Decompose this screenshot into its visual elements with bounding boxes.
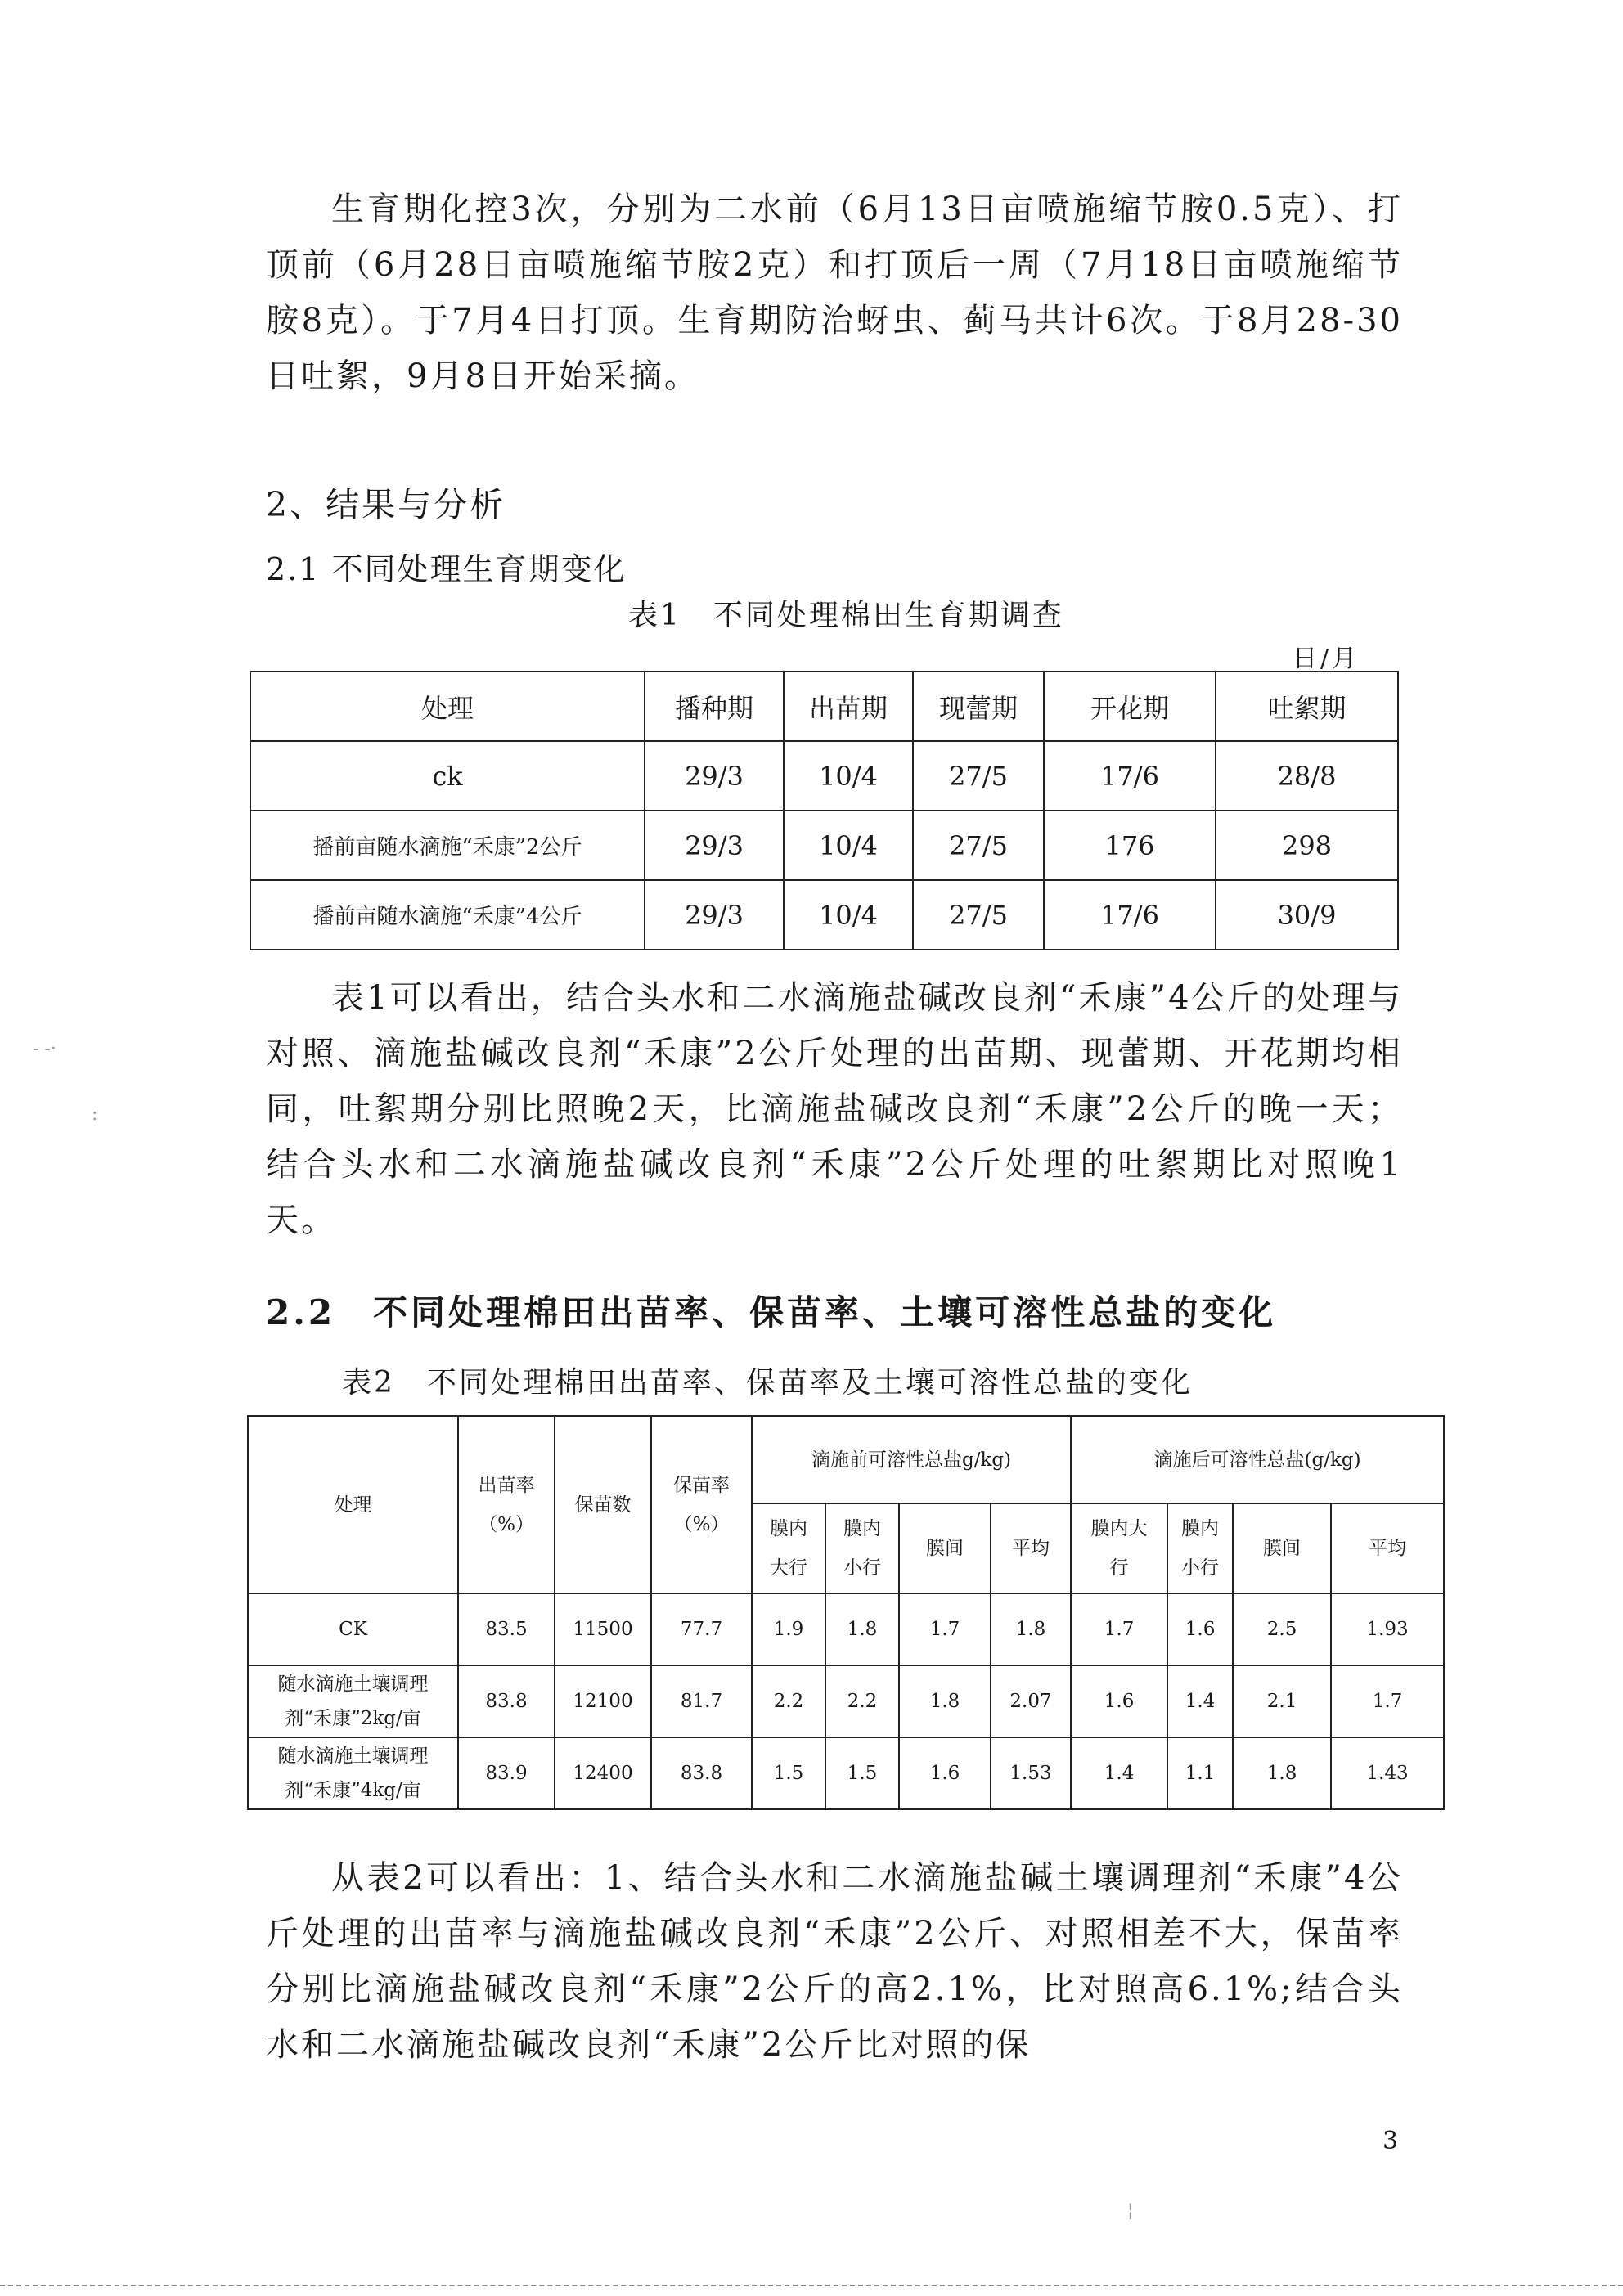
table-cell: 1.8 (1233, 1737, 1331, 1809)
table-header-cell (651, 1416, 752, 1593)
table-cell: 2.1 (1233, 1665, 1331, 1737)
table-cell: 2.5 (1233, 1593, 1331, 1665)
table-row (250, 741, 1398, 811)
table-cell: 176 (1044, 811, 1216, 880)
table-cell: 1.6 (1071, 1665, 1167, 1737)
table-header-cell: 播种期 (645, 672, 784, 741)
row-label-cell (248, 1665, 458, 1737)
table-header-cell: 出苗期 (784, 672, 913, 741)
table-cell: 17/6 (1044, 880, 1216, 950)
table-cell: 1.1 (1167, 1737, 1233, 1809)
table-cell: 1.7 (1071, 1593, 1167, 1665)
table-cell: 1.7 (899, 1593, 991, 1665)
table-cell: 1.6 (1167, 1593, 1233, 1665)
header-line: 大行 (770, 1557, 807, 1579)
table-cell: 1.43 (1331, 1737, 1444, 1809)
row-label-cell (248, 1593, 458, 1665)
row-label-line: 剂“禾康”2kg/亩 (285, 1708, 421, 1729)
table-cell: 12100 (555, 1665, 651, 1737)
row-label-line: 随水滴施土壤调理 (277, 1746, 429, 1767)
table-cell: 83.5 (458, 1593, 555, 1665)
header-line: 膜内 (1181, 1518, 1220, 1539)
header-line: 小行 (843, 1557, 881, 1579)
table-cell: 28/8 (1216, 741, 1398, 811)
table-cell: 12400 (555, 1737, 651, 1809)
table-cell: 1.4 (1167, 1665, 1233, 1737)
table1-unit: 日/月 (1293, 645, 1360, 673)
header-line: 膜内 (770, 1518, 807, 1539)
growth-period-table (250, 671, 1399, 950)
header-line: 出苗率 (478, 1474, 535, 1496)
table-header-cell (1071, 1503, 1167, 1593)
table-cell: 29/3 (645, 880, 784, 950)
table2-caption: 表2 不同处理棉田出苗率、保苗率及土壤可溶性总盐的变化 (342, 1366, 1193, 1400)
table-cell: 29/3 (645, 811, 784, 880)
table-cell: 83.8 (458, 1665, 555, 1737)
header-line: 小行 (1181, 1557, 1220, 1579)
table-header-cell: 保苗数 (555, 1416, 651, 1593)
table-header-cell: 处理 (248, 1416, 458, 1593)
scan-mark: : (92, 1104, 98, 1125)
table-header-row (248, 1416, 1444, 1503)
page-bottom-rule (0, 2285, 1623, 2286)
table-group-header: 滴施后可溶性总盐(g/kg) (1071, 1416, 1444, 1503)
table-header-cell: 现蕾期 (913, 672, 1044, 741)
table-header-cell: 处理 (250, 672, 645, 741)
table-cell: 1.5 (825, 1737, 899, 1809)
table-cell: 77.7 (651, 1593, 752, 1665)
table-header-cell (752, 1503, 825, 1593)
header-line: 行 (1109, 1557, 1129, 1579)
header-line: （%） (479, 1513, 534, 1535)
table-cell: 10/4 (784, 741, 913, 811)
table-row (248, 1593, 1444, 1665)
table-cell: 1.5 (752, 1737, 825, 1809)
table-cell: 27/5 (913, 741, 1044, 811)
page-number: 3 (1382, 2127, 1399, 2155)
table-cell: 10/4 (784, 880, 913, 950)
table-row (248, 1737, 1444, 1809)
table-cell: 播前亩随水滴施“禾康”2公斤 (250, 811, 645, 880)
table-cell: ck (250, 741, 645, 811)
salt-content-table (247, 1415, 1445, 1810)
body-paragraph-3: 从表2可以看出：1、结合头水和二水滴施盐碱土壤调理剂“禾康”4公斤处理的出苗率与滴施盐碱改良剂“禾康”2公斤、对照相差不大，保苗率分别比滴施盐碱改良剂“禾康”2公斤的高2.1%，比对照高6.1%;结合头水和二水滴施盐碱改良剂“禾康”2公斤比对照的保 (266, 1859, 1403, 2064)
table-cell: 2.2 (825, 1665, 899, 1737)
table-cell: 1.4 (1071, 1737, 1167, 1809)
table-header-cell: 膜间 (1233, 1503, 1331, 1593)
table-cell: 1.53 (991, 1737, 1071, 1809)
body-paragraph-2: 表1可以看出，结合头水和二水滴施盐碱改良剂“禾康”4公斤的处理与对照、滴施盐碱改良剂“禾康”2公斤处理的出苗期、现蕾期、开花期均相同，吐絮期分别比照晚2天，比滴施盐碱改良剂“禾康”2公斤的晚一天；结合头水和二水滴施盐碱改良剂“禾康”2公斤处理的吐絮期比对照晚1天。 (266, 979, 1403, 1239)
header-line: 膜内大 (1090, 1518, 1148, 1539)
row-label-line: 随水滴施土壤调理 (277, 1674, 429, 1695)
table-cell: 83.8 (651, 1737, 752, 1809)
table-cell: 1.8 (825, 1593, 899, 1665)
scan-mark: ¦ (1127, 2200, 1134, 2221)
table-header-cell: 膜间 (899, 1503, 991, 1593)
table-cell: 29/3 (645, 741, 784, 811)
table-cell: 1.9 (752, 1593, 825, 1665)
table-cell: 2.2 (752, 1665, 825, 1737)
table-cell: 11500 (555, 1593, 651, 1665)
table-cell: 播前亩随水滴施“禾康”4公斤 (250, 880, 645, 950)
table-header-cell: 平均 (991, 1503, 1071, 1593)
subsection-heading-2-1: 2.1 不同处理生育期变化 (266, 551, 627, 587)
table1-caption: 表1 不同处理棉田生育期调查 (628, 599, 1064, 632)
table-cell: 298 (1216, 811, 1398, 880)
scan-mark: - -· (33, 1039, 56, 1059)
table-cell: 81.7 (651, 1665, 752, 1737)
table-cell: 83.9 (458, 1737, 555, 1809)
table-header-cell (1167, 1503, 1233, 1593)
subsection-heading-2-2: 2.2 不同处理棉田出苗率、保苗率、土壤可溶性总盐的变化 (266, 1292, 1277, 1332)
table-cell: 30/9 (1216, 880, 1398, 950)
table-header-cell: 开花期 (1044, 672, 1216, 741)
table-cell: 27/5 (913, 811, 1044, 880)
table-group-header: 滴施前可溶性总盐g/kg) (752, 1416, 1071, 1503)
table-header-cell (458, 1416, 555, 1593)
table-header-row (250, 672, 1398, 741)
row-label-line: 剂“禾康”4kg/亩 (285, 1780, 421, 1801)
table-header-cell: 平均 (1331, 1503, 1444, 1593)
table-cell: 1.8 (991, 1593, 1071, 1665)
table-cell: 1.93 (1331, 1593, 1444, 1665)
row-label-line: CK (339, 1619, 367, 1640)
table-cell: 10/4 (784, 811, 913, 880)
table-row (250, 811, 1398, 880)
body-paragraph-1: 生育期化控3次，分别为二水前（6月13日亩喷施缩节胺0.5克）、打顶前（6月28日亩喷施缩节胺2克）和打顶后一周（7月18日亩喷施缩节胺8克）。于7月4日打顶。生育期防治蚜虫、蓟马共计6次。于8月28-30日吐絮，9月8日开始采摘。 (266, 191, 1403, 395)
table-cell: 1.7 (1331, 1665, 1444, 1737)
table-cell: 1.6 (899, 1737, 991, 1809)
table-cell: 27/5 (913, 880, 1044, 950)
row-label-cell (248, 1737, 458, 1809)
header-line: 膜内 (843, 1518, 881, 1539)
table-cell: 1.8 (899, 1665, 991, 1737)
table-header-cell: 吐絮期 (1216, 672, 1398, 741)
section-heading-results: 2、结果与分析 (266, 485, 506, 524)
header-line: 保苗率 (673, 1474, 730, 1496)
table-header-cell (825, 1503, 899, 1593)
header-line: （%） (673, 1513, 730, 1535)
table-cell: 17/6 (1044, 741, 1216, 811)
table-row (248, 1665, 1444, 1737)
table-row (250, 880, 1398, 950)
table-cell: 2.07 (991, 1665, 1071, 1737)
